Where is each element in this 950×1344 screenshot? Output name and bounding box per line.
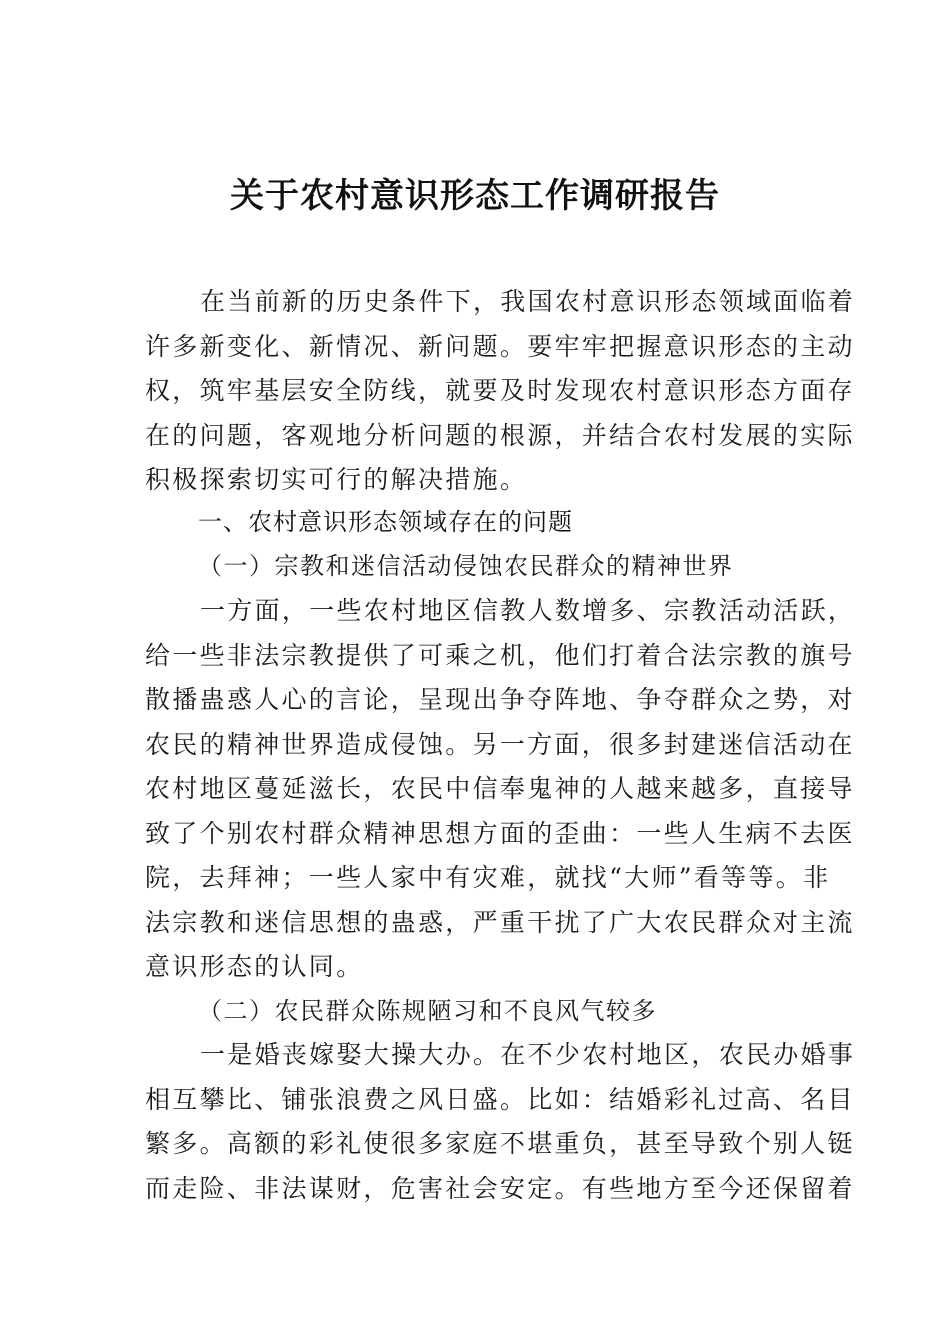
text-line: 一方面，一些农村地区信教人数增多、宗教活动活跃， — [200, 596, 856, 625]
text-line: 给一些非法宗教提供了可乘之机，他们打着合法宗教的旗号 — [145, 640, 855, 670]
text-line: 相互攀比、铺张浪费之风日盛。比如：结婚彩礼过高、名目 — [145, 1084, 855, 1114]
text-line: 在当前新的历史条件下，我国农村意识形态领域面临着 — [200, 287, 856, 316]
text-line: 农村地区蔓延滋长，农民中信奉鬼神的人越来越多，直接导 — [145, 774, 855, 803]
text-line: 而走险、非法谋财，危害社会安定。有些地方至今还保留着 — [145, 1173, 855, 1203]
text-line: 致了个别农村群众精神思想方面的歪曲：一些人生病不去医 — [145, 818, 855, 848]
document-title: 关于农村意识形态工作调研报告 — [230, 176, 720, 216]
text-line: 法宗教和迷信思想的蛊惑，严重干扰了广大农民群众对主流 — [145, 907, 855, 937]
section-heading-1: 一、农村意识形态领域存在的问题 — [198, 508, 573, 536]
text-line: 权，筑牢基层安全防线，就要及时发现农村意识形态方面存 — [145, 376, 855, 405]
subsection-1-paragraph — [145, 589, 856, 990]
subsection-heading-1: （一）宗教和迷信活动侵蚀农民群众的精神世界 — [198, 552, 734, 580]
text-line: 在的问题，客观地分析问题的根源，并结合农村发展的实际 — [145, 420, 855, 450]
text-line: 繁多。高额的彩礼使很多家庭不堪重负，甚至导致个别人铤 — [145, 1129, 855, 1158]
text-line: 院，去拜神；一些人家中有灾难，就找“大师”看等等。非 — [145, 863, 831, 892]
text-line: 一是婚丧嫁娶大操大办。在不少农村地区，农民办婚事 — [200, 1040, 856, 1069]
text-line: 农民的精神世界造成侵蚀。另一方面，很多封建迷信活动在 — [145, 729, 855, 759]
intro-paragraph — [145, 280, 856, 503]
subsection-heading-2: （二）农民群众陈规陋习和不良风气较多 — [198, 997, 657, 1025]
text-line: 意识形态的认同。 — [145, 952, 364, 981]
text-line: 散播蛊惑人心的言论，呈现出争夺阵地、争夺群众之势，对 — [145, 685, 855, 714]
text-line: 许多新变化、新情况、新问题。要牢牢把握意识形态的主动 — [145, 331, 855, 361]
subsection-2-paragraph — [145, 1033, 856, 1211]
text-line: 积极探索切实可行的解决措施。 — [145, 465, 528, 494]
